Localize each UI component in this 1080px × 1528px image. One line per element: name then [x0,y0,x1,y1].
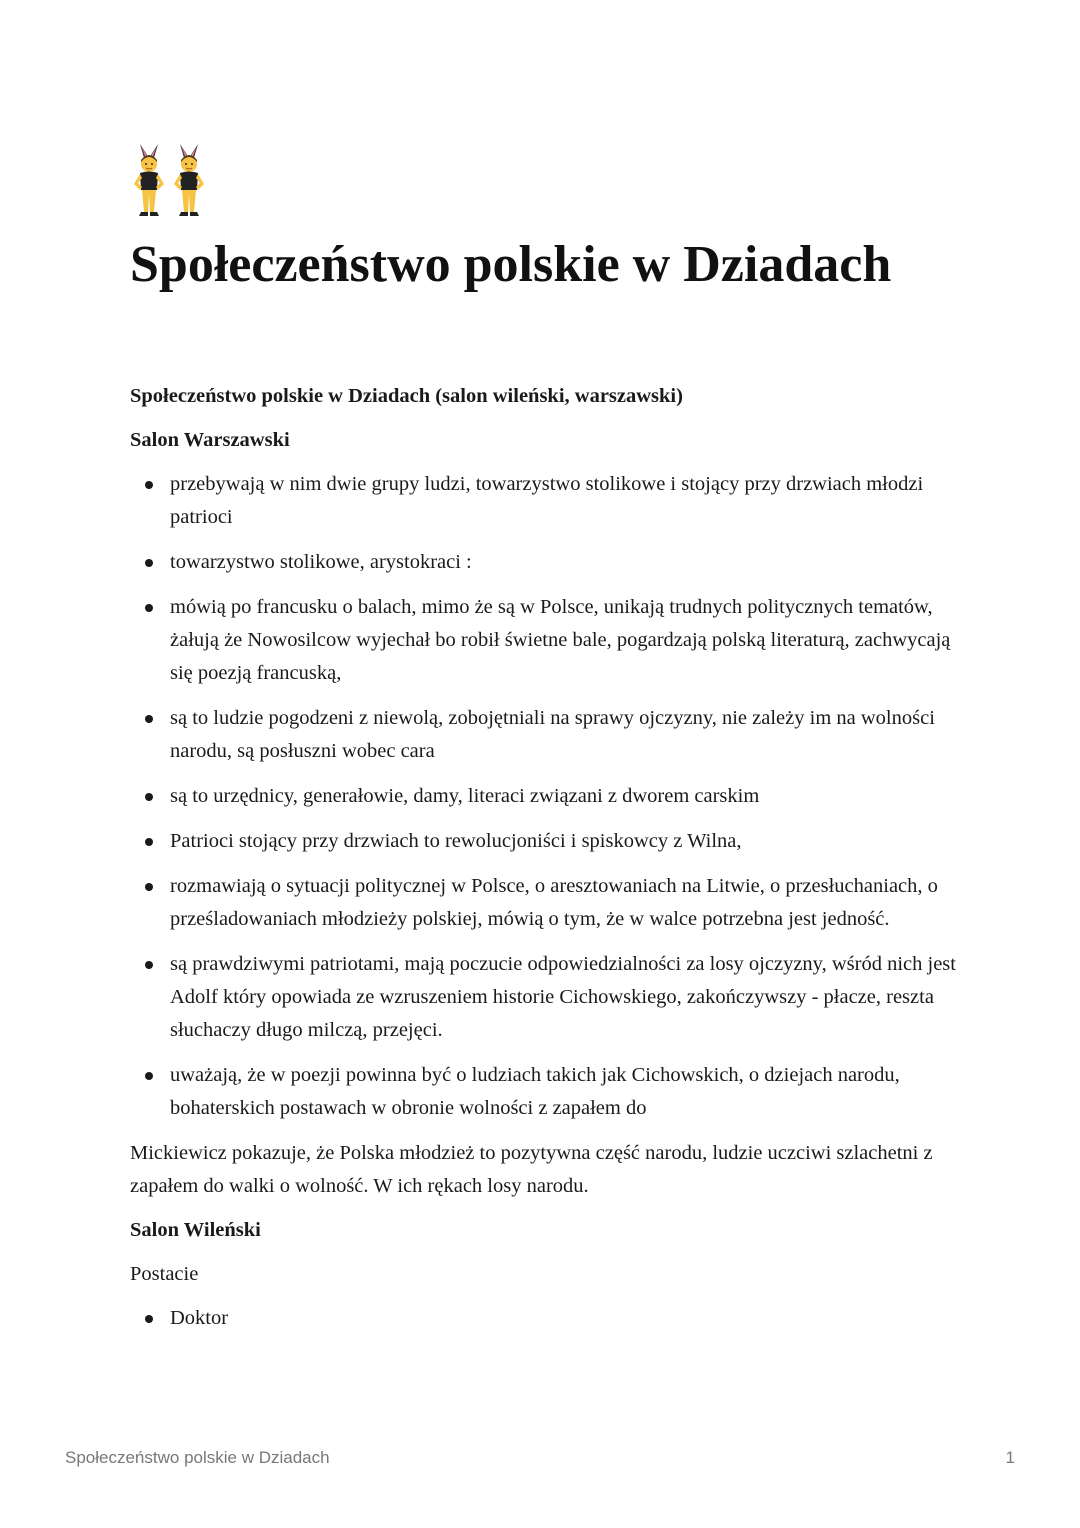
list-item: są prawdziwymi patriotami, mają poczucie odpowiedzialności za losy ojczyzny, wśród nich jest Adolf który opowiada ze wzruszeniem historie Cichowskiego, zakończywszy - płacze, reszta słuchaczy długo milczą, przejęci. [130,948,960,1047]
list-item: przebywają w nim dwie grupy ludzi, towarzystwo stolikowe i stojący przy drzwiach młodzi patrioci [130,468,960,534]
section-heading-salon-wilenski: Salon Wileński [130,1219,261,1241]
subheading-postacie: Postacie [130,1263,199,1285]
list-item: Doktor [130,1302,960,1335]
summary-paragraph: Mickiewicz pokazuje, że Polska młodzież to pozytywna część narodu, ludzie uczciwi szlachetni z zapałem do walki o wolność. W ich rękach losy narodu. [130,1142,933,1197]
list-item: rozmawiają o sytuacji politycznej w Polsce, o aresztowaniach na Litwie, o przesłuchaniach, o prześladowaniach młodzieży polskiej, mówią o tym, że w walce potrzebna jest jedność. [130,870,960,936]
section-heading-salon-warszawski: Salon Warszawski [130,429,290,451]
document-body [130,380,960,1347]
page-title: Społeczeństwo polskie w Dziadach [130,236,892,293]
list-item: są to ludzie pogodzeni z niewolą, zobojętniali na sprawy ojczyzny, nie zależy im na wolności narodu, są posłuszni wobec cara [130,702,960,768]
list-item: Patrioci stojący przy drzwiach to rewolucjoniści i spiskowcy z Wilna, [130,825,960,858]
bullet-list-postacie [130,1302,960,1335]
list-item: uważają, że w poezji powinna być o ludziach takich jak Cichowskich, o dziejach narodu, bohaterskich postawach w obronie wolności z zapałem do [130,1059,960,1125]
people-with-bunny-ears-icon [130,140,212,220]
bullet-list-salon-warszawski [130,468,960,1125]
list-item: mówią po francusku o balach, mimo że są w Polsce, unikają trudnych politycznych tematów, żałują że Nowosilcow wyjechał bo robił świetne bale, pogardzają polską literaturą, zachwycają się poezją francuską, [130,591,960,690]
list-item: towarzystwo stolikowe, arystokraci : [130,546,960,579]
intro-heading: Społeczeństwo polskie w Dziadach (salon wileński, warszawski) [130,385,683,407]
footer-page-number: 1 [1005,1448,1015,1467]
footer-document-title: Społeczeństwo polskie w Dziadach [65,1448,330,1467]
list-item: są to urzędnicy, generałowie, damy, literaci związani z dworem carskim [130,780,960,813]
